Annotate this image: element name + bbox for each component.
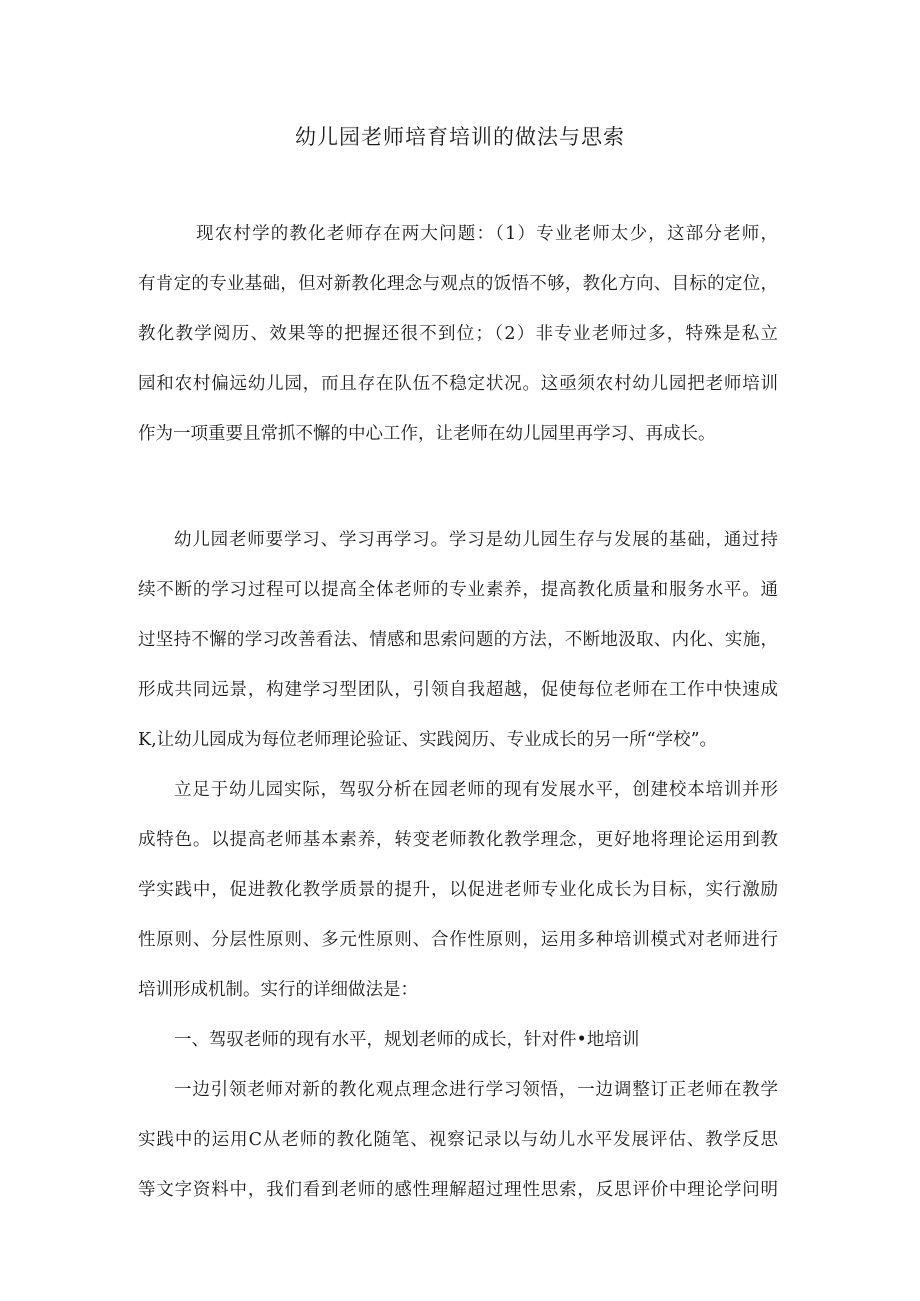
paragraph-2-line-2: 续不断的学习过程可以提高全体老师的专业素养，提高教化质量和服务水平。通 <box>138 580 778 600</box>
paragraph-2-line-3: 过坚持不懈的学习改善看法、情感和思索问题的方法，不断地汲取、内化、实施， <box>138 630 778 650</box>
paragraph-3-line-1: 立足于幼儿园实际，驾驭分析在园老师的现有发展水平，创建校本培训并形 <box>174 780 778 800</box>
paragraph-1-line-2: 有肯定的专业基础，但对新教化理念与观点的饭悟不够，教化方向、目标的定位， <box>138 274 778 294</box>
paragraph-3-line-5: 培训形成机制。实行的详细做法是： <box>138 980 418 1000</box>
document-title: 幼儿园老师培育培训的做法与思索 <box>295 125 625 149</box>
paragraph-2-line-1: 幼儿园老师要学习、学习再学习。学习是幼儿园生存与发展的基础，通过持 <box>174 530 778 550</box>
paragraph-3-line-2: 成特色。以提高老师基本素养，转变老师教化教学理念，更好地将理论运用到教 <box>138 830 778 850</box>
paragraph-1-line-5: 作为一项重要且常抓不懈的中心工作，让老师在幼儿园里再学习、再成长。 <box>138 424 716 444</box>
paragraph-1-line-1: 现农村学的教化老师存在两大问题：（1）专业老师太少，这部分老师， <box>196 224 778 244</box>
paragraph-3-line-3: 学实践中，促进教化教学质景的提升，以促进老师专业化成长为目标，实行激励 <box>138 880 778 900</box>
paragraph-3-line-4: 性原则、分层性原则、多元性原则、合作性原则，运用多种培训模式对老师进行 <box>138 930 778 950</box>
paragraph-2-line-4: 形成共同远景，构建学习型团队，引领自我超越，促使每位老师在工作中快速成 <box>138 680 778 700</box>
paragraph-2-line-5: K,让幼儿园成为每位老师理论验证、实践阅历、专业成长的另一所“学校”。 <box>138 730 718 750</box>
section-heading-1: 一、驾驭老师的现有水平，规划老师的成长，针对件•地培训 <box>174 1030 640 1050</box>
paragraph-4-line-2: 实践中的运用C从老师的教化随笔、视察记录以与幼儿水平发展评估、教学反思 <box>138 1130 778 1150</box>
paragraph-1-line-3: 教化教学阅历、效果等的把握还很不到位；（2）非专业老师过多，特殊是私立 <box>138 324 778 344</box>
paragraph-4-line-1: 一边引领老师对新的教化观点理念进行学习领悟，一边调整订正老师在教学 <box>174 1080 778 1100</box>
paragraph-4-line-3: 等文字资料中，我们看到老师的感性理解超过理性思索，反思评价中理论学问明 <box>138 1180 778 1200</box>
paragraph-1-line-4: 园和农村偏远幼儿园，而且存在队伍不稳定状况。这亟须农村幼儿园把老师培训 <box>138 374 778 394</box>
